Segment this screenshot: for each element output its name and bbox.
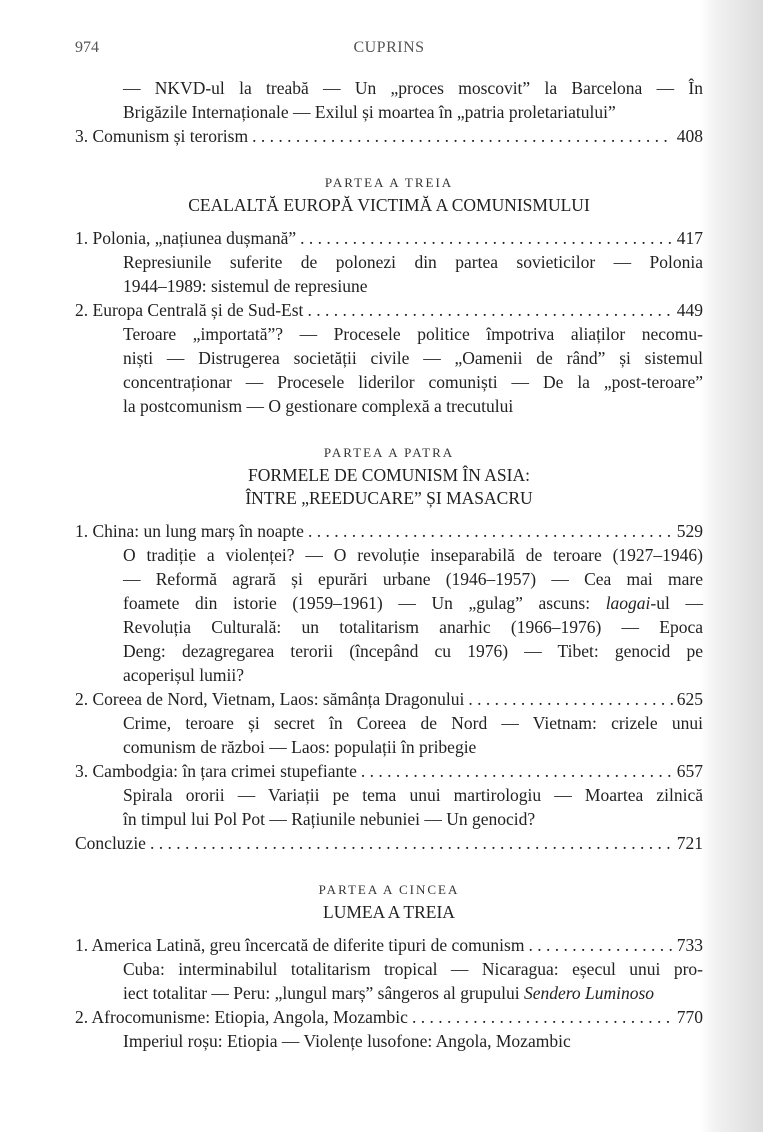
description-line [123, 370, 703, 394]
page-number: 974 [75, 39, 99, 56]
toc-entry[interactable] [75, 519, 703, 543]
toc-page [75, 36, 703, 1053]
description-line [123, 346, 703, 370]
entry-description [75, 1029, 703, 1053]
text-segment: -ul — [650, 593, 703, 613]
description-line [123, 615, 703, 639]
part-title: CEALALTĂ EUROPĂ VICTIMĂ A COMUNISMULUI [188, 195, 590, 215]
text-segment: niști — Distrugerea societății civile — „Oamenii de rând” și sistemul [123, 348, 703, 368]
text-segment: comunism de război — Laos: populații în pribegie [123, 737, 477, 757]
dot-leader [300, 226, 673, 250]
text-segment: — Reformă agrară și epurări urbane (1946–1957) — Cea mai mare [123, 569, 703, 589]
part-title: ÎNTRE „REEDUCARE” ȘI MASACRU [245, 488, 533, 508]
entry-description [75, 543, 703, 687]
dot-leader [361, 759, 673, 783]
description-line [123, 711, 703, 735]
text-segment: 1944–1989: sistemul de represiune [123, 276, 368, 296]
entry-title: 1. Polonia, „națiunea dușmană” [75, 228, 297, 248]
toc-entry[interactable] [75, 226, 703, 250]
italic-text: laogai [605, 593, 651, 613]
part-label: PARTEA A TREIA [324, 175, 454, 190]
running-title: CUPRINS [353, 39, 425, 56]
text-segment: Crime, teroare și secret în Coreea de Nord — Vietnam: crizele unui [123, 713, 703, 733]
entry-title: 1. China: un lung marș în noapte [75, 521, 304, 541]
part-title: LUMEA A TREIA [323, 902, 455, 922]
part-title: FORMELE DE COMUNISM ÎN ASIA: [248, 465, 530, 485]
description-line [123, 639, 703, 663]
running-header [75, 36, 703, 60]
description-line [123, 567, 703, 591]
description-line [123, 981, 703, 1005]
part-heading [75, 442, 703, 510]
toc-entry[interactable] [75, 298, 703, 322]
text-segment: — NKVD-ul la treabă — Un „proces moscovit” la Barcelona — În [123, 78, 703, 98]
entry-page-number: 625 [676, 689, 703, 709]
text-segment: Revoluția Culturală: un totalitarism anarhic (1966–1976) — Epoca [123, 617, 703, 637]
text-segment: acoperișul lumii? [123, 665, 245, 685]
description-line [123, 274, 703, 298]
entry-description [75, 711, 703, 759]
italic-text: Sendero Luminoso [523, 983, 655, 1003]
description-line [123, 591, 703, 615]
text-segment: Imperiul roșu: Etiopia — Violențe lusofone: Angola, Mozambic [123, 1031, 571, 1051]
description-line [123, 322, 703, 346]
dot-leader [468, 687, 672, 711]
dot-leader [307, 298, 672, 322]
entry-description [75, 250, 703, 298]
toc-entry[interactable] [75, 831, 703, 855]
dot-leader [150, 831, 673, 855]
entry-page-number: 657 [676, 761, 703, 781]
entry-title: 3. Comunism și terorism [75, 126, 249, 146]
text-segment: în timpul lui Pol Pot — Rațiunile nebuniei — Un genocid? [123, 809, 536, 829]
dot-leader [252, 124, 673, 148]
description-line [123, 76, 703, 100]
entry-page-number: 733 [676, 935, 703, 955]
entry-page-number: 770 [676, 1007, 703, 1027]
description-line [123, 735, 703, 759]
text-segment: iect totalitar — Peru: „lungul marș” sângeros al grupului [123, 983, 524, 1003]
entry-title: 2. Coreea de Nord, Vietnam, Laos: sămânța Dragonului [75, 689, 465, 709]
text-segment: concentraționar — Procesele liderilor comuniști — De la „post-teroare” [123, 372, 703, 392]
text-segment: Deng: dezagregarea terorii (începând cu 1976) — Tibet: genocid pe [123, 641, 703, 661]
entry-description [75, 783, 703, 831]
text-segment: Represiunile suferite de polonezi din partea sovieticilor — Polonia [123, 252, 703, 272]
entry-description [75, 957, 703, 1005]
toc-entry[interactable] [75, 687, 703, 711]
description-line [123, 394, 703, 418]
toc-entry[interactable] [75, 933, 703, 957]
part-label: PARTEA A CINCEA [318, 882, 460, 897]
entry-title: 1. America Latină, greu încercată de diferite tipuri de comunism [75, 935, 525, 955]
entry-page-number: 449 [676, 300, 703, 320]
entry-page-number: 417 [676, 228, 703, 248]
description-line [123, 250, 703, 274]
entry-description [75, 76, 703, 124]
entry-title: 2. Afrocomunisme: Etiopia, Angola, Mozambic [75, 1007, 408, 1027]
entry-page-number: 408 [676, 126, 703, 146]
description-line [123, 543, 703, 567]
dot-leader [528, 933, 672, 957]
text-segment: Teroare „importată”? — Procesele politice împotriva aliaților necomu- [123, 324, 703, 344]
entry-description [75, 322, 703, 418]
description-line [123, 957, 703, 981]
text-segment: Spirala ororii — Variații pe tema unui martirologiu — Moartea zilnică [123, 785, 703, 805]
part-label: PARTEA A PATRA [323, 445, 455, 460]
description-line [123, 1029, 703, 1053]
table-of-contents [75, 76, 703, 1053]
text-segment: O tradiție a violenței? — O revoluție inseparabilă de teroare (1927–1946) [123, 545, 703, 565]
text-segment: foamete din istorie (1959–1961) — Un „gulag” ascuns: [123, 593, 606, 613]
text-segment: la postcomunism — O gestionare complexă a trecutului [123, 396, 514, 416]
entry-title: 3. Cambodgia: în țara crimei stupefiante [75, 761, 357, 781]
entry-page-number: 721 [676, 833, 703, 853]
dot-leader [412, 1005, 673, 1029]
description-line [123, 100, 703, 124]
text-segment: Brigăzile Internaționale — Exilul și moartea în „patria proletariatului” [123, 102, 616, 122]
toc-entry[interactable] [75, 1005, 703, 1029]
toc-entry[interactable] [75, 124, 703, 148]
entry-page-number: 529 [676, 521, 703, 541]
entry-title: 2. Europa Centrală și de Sud-Est [75, 300, 304, 320]
entry-title: Concluzie [75, 833, 146, 853]
description-line [123, 663, 703, 687]
part-heading [75, 172, 703, 217]
description-line [123, 783, 703, 807]
text-segment: Cuba: interminabilul totalitarism tropical — Nicaragua: eșecul unui pro- [123, 959, 703, 979]
description-line [123, 807, 703, 831]
dot-leader [308, 519, 673, 543]
toc-entry[interactable] [75, 759, 703, 783]
part-heading [75, 879, 703, 924]
